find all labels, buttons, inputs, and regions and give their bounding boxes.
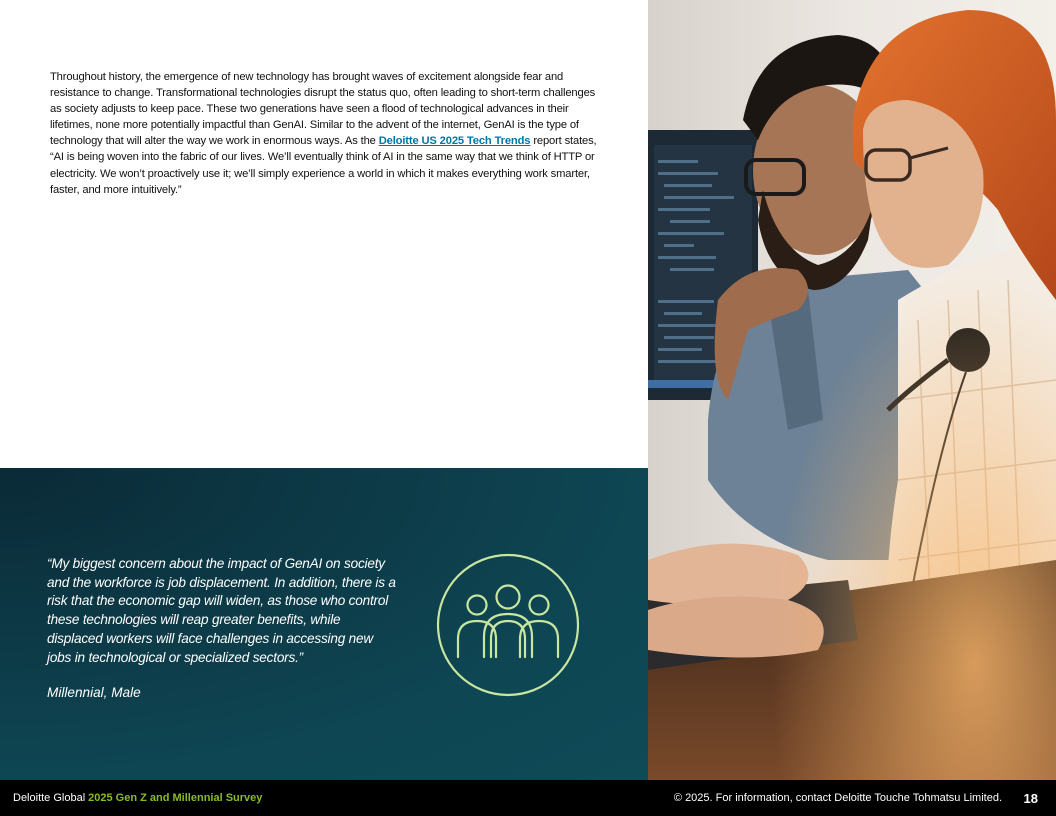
- footer-copyright: © 2025. For information, contact Deloitte Touche Tohmatsu Limited.: [673, 792, 1002, 804]
- quote-panel: [0, 468, 648, 780]
- footer-brand: Deloitte Global: [13, 792, 86, 804]
- page-footer: [0, 780, 1056, 816]
- quote-attribution: Millennial, Male: [47, 685, 141, 700]
- page-number: 18: [1023, 791, 1038, 806]
- intro-paragraph: [50, 69, 606, 198]
- footer-title: [13, 792, 262, 804]
- quote-text: “My biggest concern about the impact of GenAI on society and the workforce is job displacement. In addition, there is a risk that the economic gap will widen, as those who control these technologies will reap greater benefits, while displaced workers will face challenges in accessing new jobs in technological or specialized sectors.”: [47, 556, 396, 665]
- tech-trends-link[interactable]: Deloitte US 2025 Tech Trends: [378, 135, 531, 148]
- intro-text-2: report states, “AI is being woven into the fabric of our lives. We’ll eventually think of AI in the same way that we think of HTTP or electricity. We won’t proactively use it; we’ll simply experience a world in which it makes everything work smarter, faster, and more intuitively.”: [50, 135, 597, 196]
- photo-two-developers: [648, 0, 1056, 780]
- people-group-icon: [436, 553, 580, 697]
- footer-survey-name: 2025 Gen Z and Millennial Survey: [88, 792, 263, 804]
- intro-text-1: Throughout history, the emergence of new technology has brought waves of excitement alongside fear and resistance to change. Transformational technologies disrupt the status quo, often leading to short-term challenges as society adjusts to keep pace. These two generations have seen a flood of technological advances in their lifetimes, none more potentially impactful than GenAI. Similar to the advent of the internet, GenAI is the type of technology that will alter the way we work in enormous ways. As the: [50, 71, 596, 148]
